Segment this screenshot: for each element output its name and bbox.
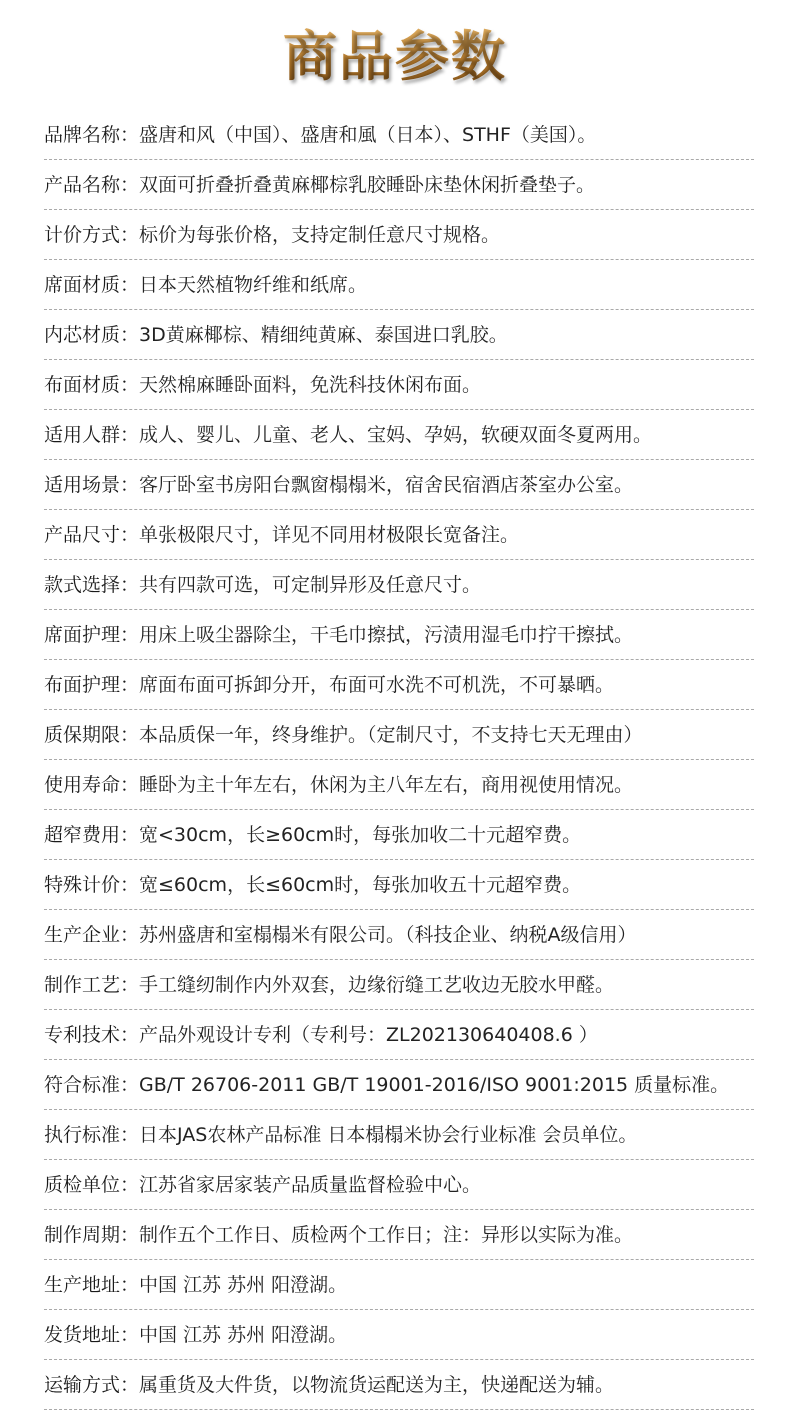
param-value: 成人、婴儿、儿童、老人、宝妈、孕妈，软硬双面冬夏两用。 [139,423,653,446]
param-value: 日本JAS农林产品标准 日本榻榻米协会行业标准 会员单位。 [139,1123,638,1146]
param-label: 席面护理： [44,623,140,646]
param-value: 宽<30cm，长≥60cm时，每张加收二十元超窄费。 [139,823,582,846]
param-value: 宽≤60cm，长≤60cm时，每张加收五十元超窄费。 [139,873,582,896]
param-label: 计价方式： [44,223,140,246]
param-value: 天然棉麻睡卧面料，免洗科技休闲布面。 [139,373,482,396]
param-row-pricing-method [44,210,754,260]
param-value: 盛唐和风（中国）、盛唐和風（日本）、STHF（美国）。 [139,123,597,146]
param-value: 中国 江苏 苏州 阳澄湖。 [139,1273,348,1296]
param-row-use-scenarios [44,460,754,510]
param-label: 布面材质： [44,373,140,396]
parameter-list [44,110,754,1410]
param-value: 制作五个工作日、质检两个工作日；注：异形以实际为准。 [139,1223,634,1246]
param-label: 适用场景： [44,473,140,496]
param-label: 适用人群： [44,423,140,446]
param-value: 双面可折叠折叠黄麻椰棕乳胶睡卧床垫休闲折叠垫子。 [139,173,596,196]
param-label: 专利技术： [44,1023,140,1046]
param-label: 产品名称： [44,173,140,196]
param-label: 超窄费用： [44,823,140,846]
param-label: 内芯材质： [44,323,140,346]
param-row-inspection-unit [44,1160,754,1210]
param-value: 产品外观设计专利（专利号：ZL202130640408.6 ） [139,1023,598,1046]
param-label: 制作周期： [44,1223,140,1246]
param-row-special-pricing [44,860,754,910]
param-row-service-life [44,760,754,810]
param-label: 质检单位： [44,1173,140,1196]
param-value: 苏州盛唐和室榻榻米有限公司。（科技企业、纳税A级信用） [139,923,637,946]
param-value: 用床上吸尘器除尘，干毛巾擦拭，污渍用湿毛巾拧干擦拭。 [139,623,634,646]
param-label: 运输方式： [44,1373,140,1396]
param-row-production-address [44,1260,754,1310]
param-label: 执行标准： [44,1123,140,1146]
param-value: 手工缝纫制作内外双套，边缘衍缝工艺收边无胶水甲醛。 [139,973,615,996]
param-label: 符合标准： [44,1073,140,1096]
param-row-manufacturer [44,910,754,960]
param-row-compliance-standards [44,1060,754,1110]
param-value: 标价为每张价格，支持定制任意尺寸规格。 [139,223,501,246]
param-row-production-cycle [44,1210,754,1260]
param-row-fabric-care [44,660,754,710]
param-row-craftsmanship [44,960,754,1010]
param-label: 布面护理： [44,673,140,696]
param-value: 中国 江苏 苏州 阳澄湖。 [139,1323,348,1346]
param-row-brand-name [44,110,754,160]
param-value: 客厅卧室书房阳台飘窗榻榻米，宿舍民宿酒店茶室办公室。 [139,473,634,496]
param-value: 睡卧为主十年左右，休闲为主八年左右，商用视使用情况。 [139,773,634,796]
param-value: 席面布面可拆卸分开，布面可水洗不可机洗，不可暴晒。 [139,673,615,696]
param-label: 质保期限： [44,723,140,746]
param-row-mat-surface-care [44,610,754,660]
param-row-core-material [44,310,754,360]
param-row-narrow-fee [44,810,754,860]
param-label: 使用寿命： [44,773,140,796]
param-label: 特殊计价： [44,873,140,896]
param-label: 品牌名称： [44,123,140,146]
param-row-product-name [44,160,754,210]
param-label: 产品尺寸： [44,523,140,546]
param-row-execution-standards [44,1110,754,1160]
param-label: 制作工艺： [44,973,140,996]
param-label: 生产企业： [44,923,140,946]
param-value: 共有四款可选，可定制异形及任意尺寸。 [139,573,482,596]
param-row-patent [44,1010,754,1060]
param-value: 属重货及大件货，以物流货运配送为主，快递配送为辅。 [139,1373,615,1396]
param-label: 席面材质： [44,273,140,296]
param-row-style-options [44,560,754,610]
param-value: 3D黄麻椰棕、精细纯黄麻、泰国进口乳胶。 [139,323,508,346]
param-label: 款式选择： [44,573,140,596]
param-value: 日本天然植物纤维和纸席。 [139,273,368,296]
param-value: 单张极限尺寸，详见不同用材极限长宽备注。 [139,523,520,546]
param-value: GB/T 26706-2011 GB/T 19001-2016/ISO 9001:2015 质量标准。 [139,1073,730,1096]
param-row-product-size [44,510,754,560]
param-row-target-users [44,410,754,460]
param-label: 发货地址： [44,1323,140,1346]
param-row-warranty [44,710,754,760]
param-value: 江苏省家居家装产品质量监督检验中心。 [139,1173,482,1196]
page-title: 商品参数 [0,20,790,94]
param-label: 生产地址： [44,1273,140,1296]
param-row-fabric-material [44,360,754,410]
param-value: 本品质保一年，终身维护。（定制尺寸，不支持七天无理由） [139,723,643,746]
param-row-transport-method [44,1360,754,1410]
param-row-mat-surface-material [44,260,754,310]
param-row-shipping-address [44,1310,754,1360]
